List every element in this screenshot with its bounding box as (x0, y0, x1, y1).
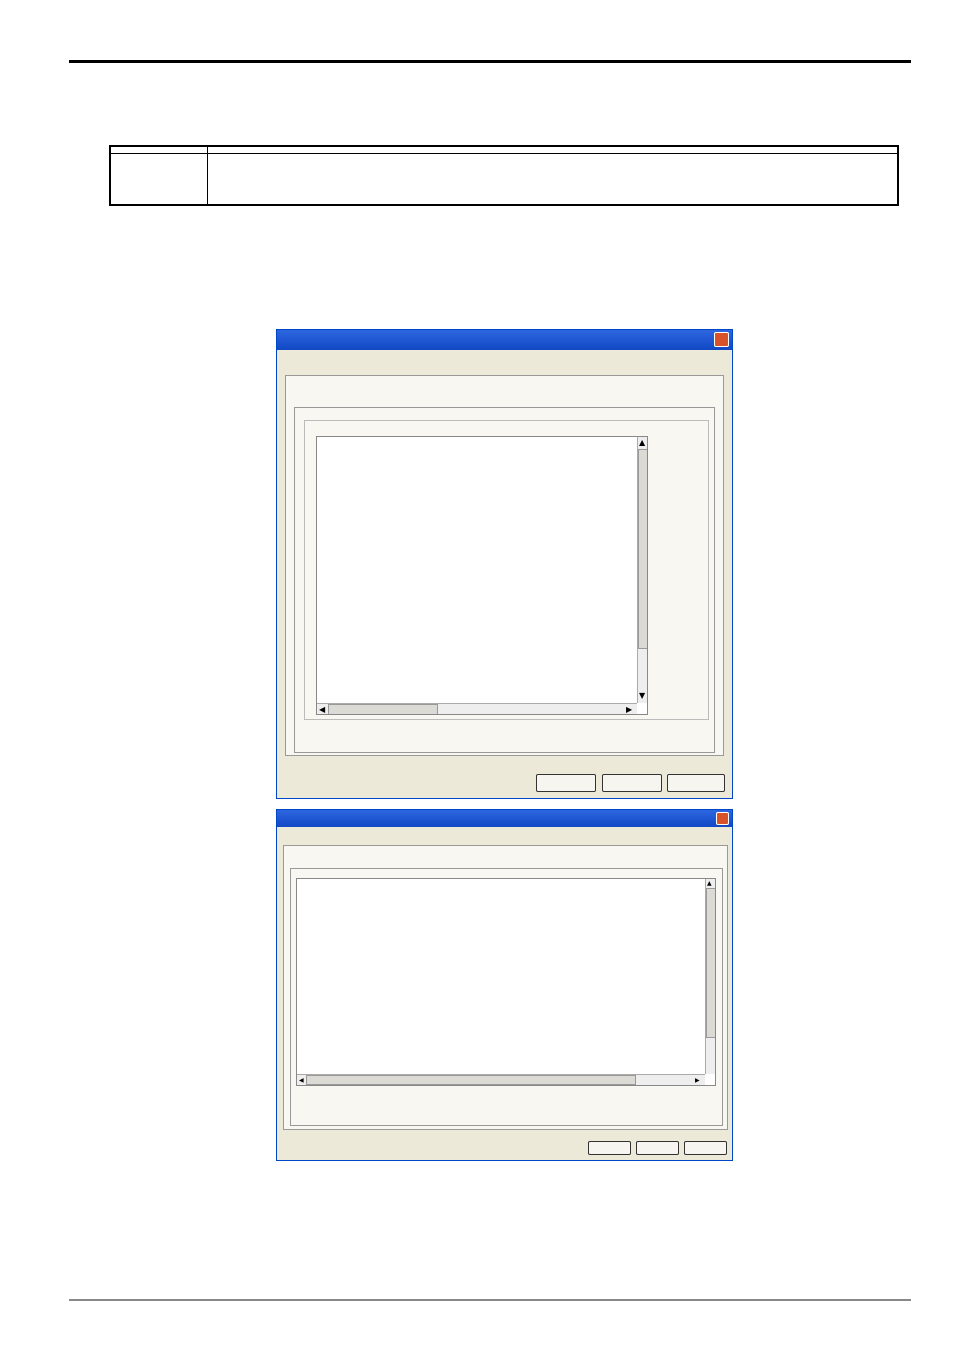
steps-label (110, 154, 208, 206)
rtu-dialog-rtc (276, 329, 733, 799)
application-row (110, 146, 898, 154)
header-rule (69, 60, 911, 63)
scroll-right-icon[interactable]: ▶ (626, 705, 633, 714)
close-button[interactable] (714, 332, 729, 347)
rtc-grid (296, 878, 716, 1086)
apply-button[interactable] (684, 1141, 727, 1155)
scroll-right-icon[interactable]: ▶ (695, 1077, 700, 1084)
sub-panel (294, 407, 715, 753)
scroll-thumb[interactable] (638, 449, 648, 649)
tab-panel (283, 845, 728, 1130)
application-label (110, 146, 208, 154)
step-line (214, 179, 891, 201)
horizontal-scrollbar[interactable] (297, 1074, 705, 1086)
scroll-thumb[interactable] (306, 1075, 636, 1085)
sub-panel (290, 868, 723, 1126)
rtc-grid (316, 436, 648, 715)
scroll-thumb[interactable] (328, 704, 438, 715)
scroll-up-icon[interactable]: ▲ (707, 880, 712, 887)
rtc-table (317, 437, 640, 462)
scroll-down-icon[interactable]: ▼ (639, 691, 646, 700)
scroll-up-icon[interactable]: ▲ (639, 438, 646, 447)
ok-button[interactable] (536, 774, 596, 792)
rtu-dialog-rtc-full (276, 809, 733, 1161)
horizontal-scrollbar[interactable] (317, 703, 637, 715)
scroll-thumb[interactable] (706, 888, 716, 1038)
application-text (208, 146, 899, 154)
tab-panel (285, 375, 724, 756)
cancel-button[interactable] (602, 774, 662, 792)
steps-cell (208, 154, 899, 206)
apply-button[interactable] (667, 774, 725, 792)
dialog-titlebar (277, 330, 732, 350)
steps-row (110, 154, 898, 206)
vertical-scrollbar[interactable] (705, 879, 716, 1074)
step-line (214, 157, 891, 179)
info-table (109, 145, 899, 206)
scroll-left-icon[interactable]: ◀ (299, 1077, 304, 1084)
rtc-parameter-group (304, 420, 709, 720)
vertical-scrollbar[interactable] (637, 437, 648, 703)
footer-rule (69, 1299, 911, 1301)
close-button[interactable] (716, 812, 729, 825)
scroll-left-icon[interactable]: ◀ (319, 705, 326, 714)
rtc-table (297, 879, 705, 897)
cancel-button[interactable] (636, 1141, 679, 1155)
ok-button[interactable] (588, 1141, 631, 1155)
dialog-titlebar (277, 810, 732, 827)
